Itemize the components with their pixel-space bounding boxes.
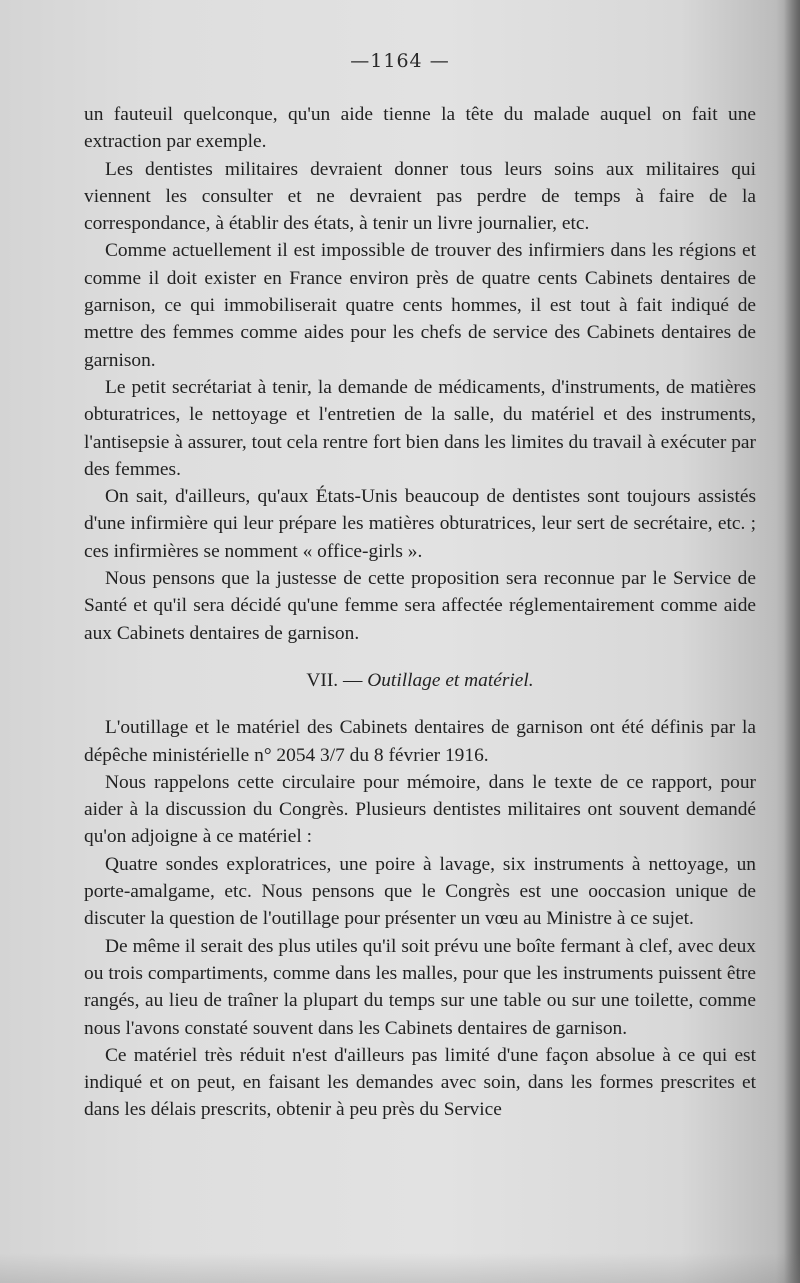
- paragraph: Les dentistes militaires devraient donner tous leurs soins aux militaires qui viennent les consulter et ne devraient pas perdre de temps à faire de la correspondance, à établir des états, à tenir un livre journalier, etc.: [84, 158, 756, 235]
- scan-shadow-edge: [784, 0, 800, 1283]
- paragraph: Quatre sondes exploratrices, une poire à lavage, six instruments à nettoyage, un porte-amalgame, etc. Nous pensons que le Congrès est une ooccasion unique de discuter la question de l'outillage pour présenter un vœu au Ministre à ce sujet.: [84, 853, 756, 930]
- paragraph: L'outillage et le matériel des Cabinets dentaires de garnison ont été définis par la dépêche ministérielle n° 2054 3/7 du 8 février 1916.: [84, 717, 756, 766]
- section-number: VII. —: [306, 669, 363, 691]
- paragraph: un fauteuil quelconque, qu'un aide tienne la tête du malade auquel on fait une extraction par exemple.: [84, 104, 756, 153]
- section-title: Outillage et matériel.: [367, 669, 534, 691]
- paragraph: On sait, d'ailleurs, qu'aux États-Unis beaucoup de dentistes sont toujours assistés d'une infirmière qui leur prépare les matières obturatrices, leur sert de secrétaire, etc. ; ces infirmières se nomment « office-girls ».: [84, 486, 756, 562]
- paragraph: Ce matériel très réduit n'est d'ailleurs pas limité d'une façon absolue à ce qui est indiqué et on peut, en faisant les demandes avec soin, dans les formes prescrites et dans les délais prescrits, obtenir à peu près du Service: [84, 1044, 756, 1121]
- paragraph: Comme actuellement il est impossible de trouver des infirmiers dans les régions et comme il doit exister en France environ près de quatre cents Cabinets dentaires de garnison, ce qui immobiliserait quatre cents hommes, il est tout à fait indiqué de mettre des femmes comme aides pour les chefs de service des Cabinets dentaires de garnison.: [84, 240, 756, 371]
- paragraph: De même il serait des plus utiles qu'il soit prévu une boîte fermant à clef, avec deux ou trois compartiments, comme dans les malles, pour que les instruments puissent être rangés, au lieu de traîner la plupart du temps sur une table ou sur une toilette, comme nous l'avons constaté souvent dans les Cabinets dentaires de garnison.: [84, 935, 756, 1039]
- paragraph: Nous pensons que la justesse de cette proposition sera reconnue par le Service de Santé et qu'il sera décidé qu'une femme sera affectée réglementairement comme aide aux Cabinets dentaires de garnison.: [84, 568, 756, 644]
- scan-shadow-bottom: [0, 1253, 800, 1283]
- section-heading: [84, 667, 756, 694]
- page-number: —1164 —: [350, 50, 450, 72]
- paragraph: Le petit secrétariat à tenir, la demande de médicaments, d'instruments, de matières obturatrices, le nettoyage et l'entretien de la salle, du matériel et des instruments, l'antisepsie à assurer, tout cela rentre fort bien dans les limites du travail à exécuter par des femmes.: [84, 376, 756, 480]
- body-text: [84, 101, 756, 1124]
- paragraph: Nous rappelons cette circulaire pour mémoire, dans le texte de ce rapport, pour aider à la discussion du Congrès. Plusieurs dentistes militaires ont souvent demandé qu'on adjoigne à ce matériel :: [84, 771, 756, 848]
